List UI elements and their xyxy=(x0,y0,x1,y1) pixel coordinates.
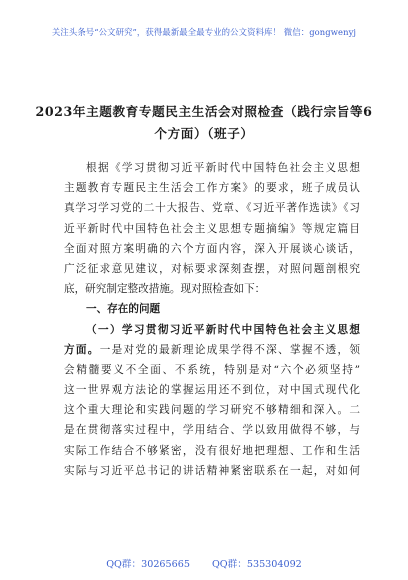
section-heading: 一、存在的问题 xyxy=(86,303,161,316)
header-banner: 关注头条号“公文研究”，获得最新最全最专业的公文资料库！ 微信：gongwenyj xyxy=(51,27,357,37)
document-body xyxy=(64,158,360,481)
subsection-body-line: 这一世界观方法论的掌握运用还不到位，对中国式现代化 xyxy=(64,384,360,397)
footer-qq-group-2: QQ群：535304092 xyxy=(211,559,302,570)
intro-paragraph-line: 近平新时代中国特色社会主义思想专题摘编》等规定篇目 xyxy=(64,222,360,235)
intro-paragraph-line: 根据《学习贯彻习近平新时代中国特色社会主义思想 xyxy=(86,162,360,174)
intro-paragraph-line: 广泛征求意见建议，对标要求深刻查摆，对照问题剖根究 xyxy=(64,262,360,275)
intro-paragraph-line: 全面对照方案明确的六个方面内容，深入开展谈心谈话， xyxy=(64,242,360,255)
intro-paragraph-line: 真学习学习党的二十大报告、党章、《习近平著作选读》《习 xyxy=(64,202,360,215)
document-title-line-1: 2023年主题教育专题民主生活会对照检查（践行宗旨等6 xyxy=(35,104,373,119)
subsection-body-line: 实际与习近平总书记的讲话精神紧密联系在一起，对如何 xyxy=(64,464,360,477)
subsection-body-first-line xyxy=(64,340,360,360)
document-title-line-2: 个方面）（班子） xyxy=(154,126,254,141)
subsection-body-line: 这个重大理论和实践问题的学习研究不够精细和深入。二 xyxy=(64,404,360,417)
footer xyxy=(0,556,408,570)
subsection-heading-tail: 方面。 xyxy=(64,343,100,356)
intro-paragraph-line: 底，研究制定整改措施。现对照检查如下： xyxy=(64,283,266,296)
subsection-heading: （一）学习贯彻习近平新时代中国特色社会主义思想 xyxy=(86,323,360,336)
footer-qq-group-1: QQ群：30265665 xyxy=(106,559,190,570)
subsection-body-line: 实际工作结合不够紧密，没有很好地把理想、工作和生活 xyxy=(64,444,360,457)
subsection-body-text: 一是对党的最新理论成果学得不深、掌握不透，领 xyxy=(99,343,361,356)
intro-paragraph-line: 主题教育专题民主生活会工作方案》的要求，班子成员认 xyxy=(64,182,360,195)
subsection-body-line: 是在贯彻落实过程中，学用结合、学以致用做得不够，与 xyxy=(64,424,360,437)
subsection-body-line: 会精髓要义不全面、不系统，特别是对“六个必须坚持” xyxy=(64,363,360,376)
